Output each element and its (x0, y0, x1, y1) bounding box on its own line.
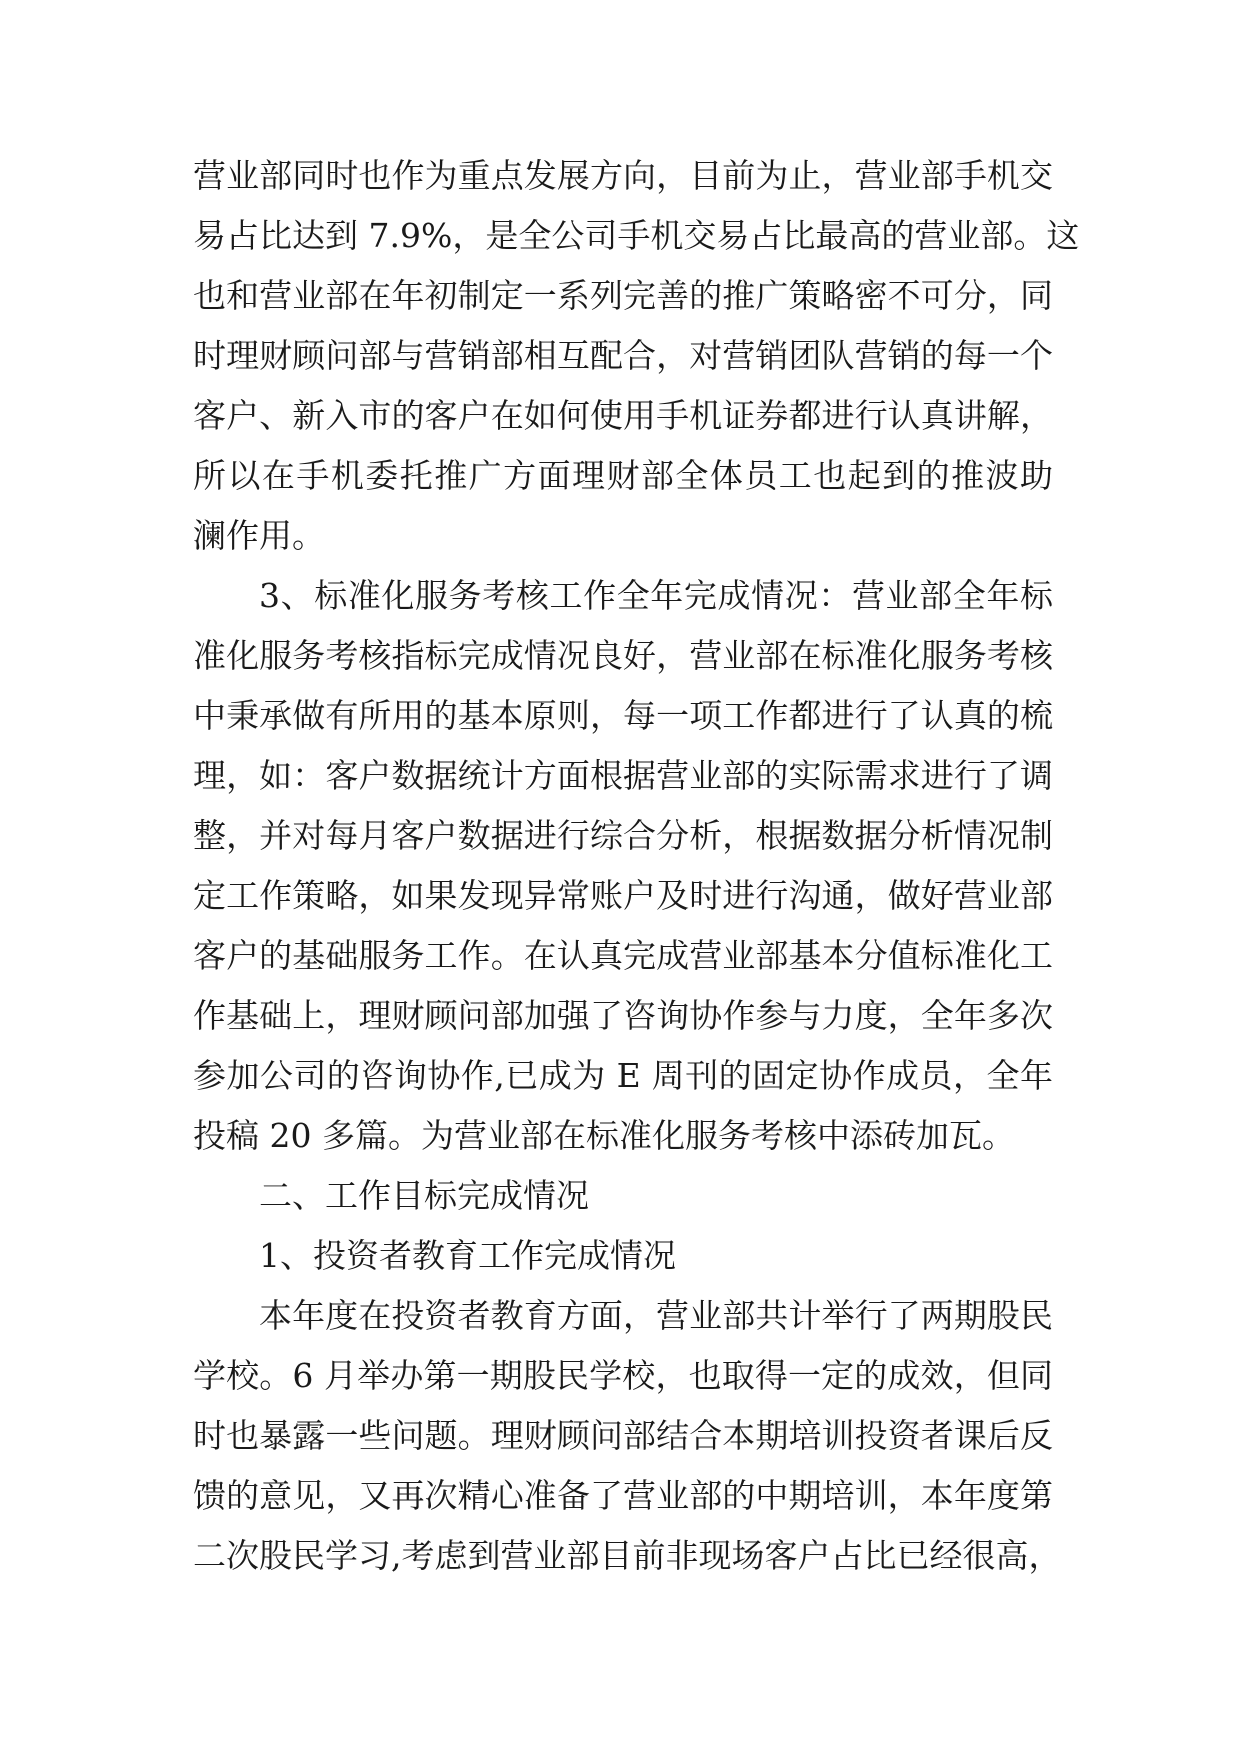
text-line: 理，如：客户数据统计方面根据营业部的实际需求进行了调 (193, 756, 1053, 795)
text-line: 时也暴露一些问题。理财顾问部结合本期培训投资者课后反 (193, 1416, 1053, 1455)
text-line: 作基础上，理财顾问部加强了咨询协作参与力度，全年多次 (193, 996, 1053, 1035)
text-line: 准化服务考核指标完成情况良好，营业部在标准化服务考核 (193, 636, 1053, 675)
text-line: 馈的意见，又再次精心准备了营业部的中期培训，本年度第 (193, 1476, 1053, 1515)
subsection-heading: 1、投资者教育工作完成情况 (259, 1236, 676, 1275)
text-line: 客户的基础服务工作。在认真完成营业部基本分值标准化工 (193, 936, 1053, 975)
section-heading: 二、工作目标完成情况 (259, 1176, 589, 1215)
text-line: 所以在手机委托推广方面理财部全体员工也起到的推波助 (193, 456, 1053, 495)
text-line: 定工作策略，如果发现异常账户及时进行沟通，做好营业部 (193, 876, 1053, 915)
text-line: 易占比达到 7.9%，是全公司手机交易占比最高的营业部。这 (193, 216, 1080, 255)
text-line: 本年度在投资者教育方面，营业部共计举行了两期股民 (259, 1296, 1053, 1335)
text-line: 中秉承做有所用的基本原则，每一项工作都进行了认真的梳 (193, 696, 1053, 735)
text-line: 时理财顾问部与营销部相互配合，对营销团队营销的每一个 (193, 336, 1053, 375)
text-line: 参加公司的咨询协作,已成为 E 周刊的固定协作成员，全年 (193, 1056, 1053, 1095)
text-line: 也和营业部在年初制定一系列完善的推广策略密不可分，同 (193, 276, 1053, 315)
text-line: 投稿 20 多篇。为营业部在标准化服务考核中添砖加瓦。 (193, 1116, 1015, 1155)
text-line: 澜作用。 (193, 516, 325, 555)
text-line: 营业部同时也作为重点发展方向，目前为止，营业部手机交 (193, 156, 1053, 195)
text-line: 客户、新入市的客户在如何使用手机证券都进行认真讲解， (193, 396, 1053, 435)
paragraph-heading-line: 3、标准化服务考核工作全年完成情况：营业部全年标 (259, 576, 1053, 615)
text-line: 二次股民学习,考虑到营业部目前非现场客户占比已经很高， (193, 1536, 1062, 1575)
text-line: 整，并对每月客户数据进行综合分析，根据数据分析情况制 (193, 816, 1053, 855)
text-line: 学校。6 月举办第一期股民学校，也取得一定的成效，但同 (193, 1356, 1053, 1395)
